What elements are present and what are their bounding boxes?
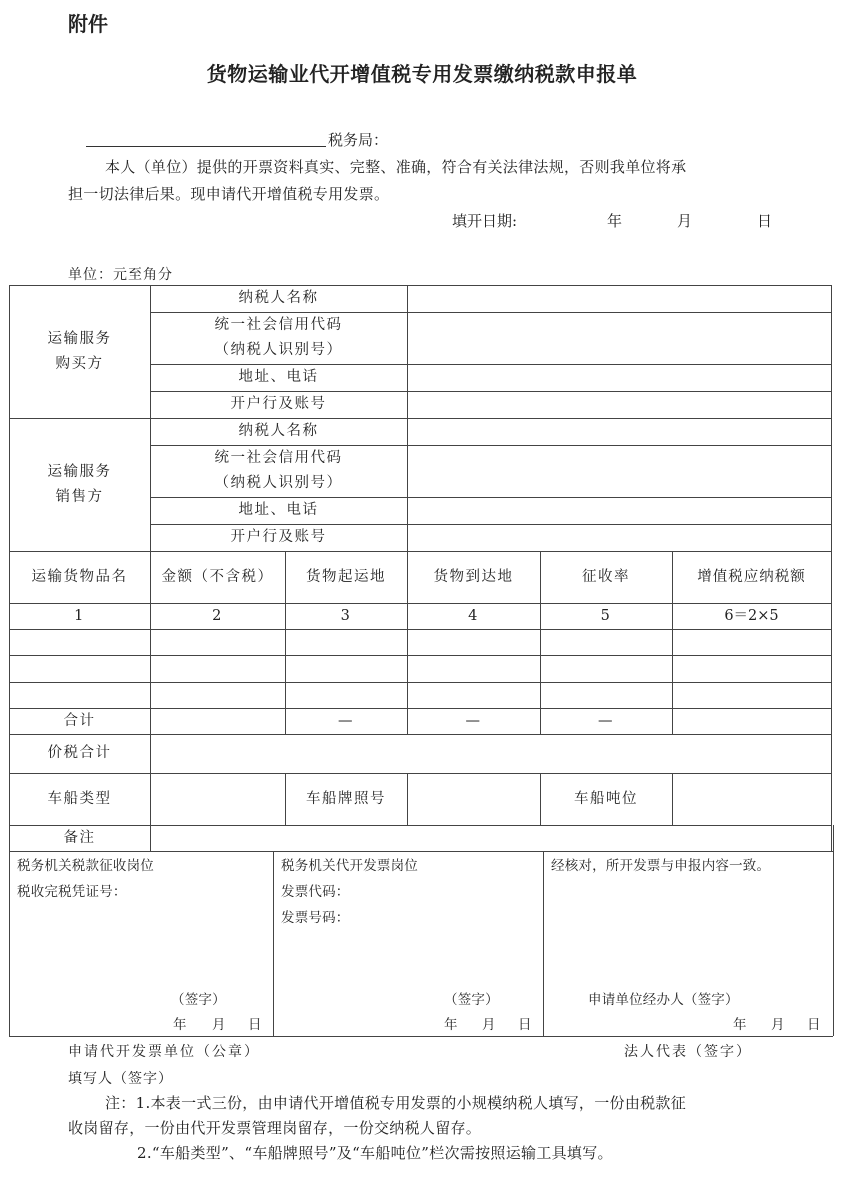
total-rate-dash: —	[598, 712, 614, 729]
seller-credit-code-label	[150, 445, 407, 497]
vehicle-plate-field[interactable]	[407, 773, 540, 825]
legal-rep-label: 法人代表（签字）	[624, 1044, 752, 1060]
price-tax-total-field[interactable]	[150, 734, 831, 773]
seller-address-field[interactable]	[407, 497, 831, 524]
collection-year: 年	[173, 1017, 187, 1033]
buyer-credit-code-line-1: 统一社会信用代码	[214, 317, 343, 333]
agent-year: 年	[733, 1017, 747, 1033]
filler-label: 填写人（签字）	[68, 1071, 173, 1087]
seller-credit-code-line-2: （纳税人识别号）	[214, 475, 343, 491]
buyer-address-field[interactable]	[407, 364, 831, 391]
col-number-5: 5	[600, 607, 612, 624]
buyer-group-line-2: 购买方	[55, 355, 104, 372]
invoicing-year: 年	[444, 1017, 458, 1033]
collection-sign-label: （签字）	[171, 992, 226, 1008]
buyer-bank-label: 开户行及账号	[230, 396, 327, 412]
agent-day: 日	[807, 1017, 821, 1033]
buyer-bank-field[interactable]	[407, 391, 831, 418]
unit-label: 单位：元至角分	[68, 267, 173, 283]
col-number-1: 1	[74, 607, 85, 624]
goods-header-name: 运输货物品名	[31, 568, 128, 585]
collection-day: 日	[248, 1017, 262, 1033]
buyer-name-field[interactable]	[407, 285, 831, 312]
col-number-6: 6＝2×5	[724, 607, 779, 624]
agent-month: 月	[771, 1017, 785, 1033]
note-2: 2.“车船类型”、“车船牌照号”及“车船吨位”栏次需按照运输工具填写。	[137, 1144, 613, 1162]
agent-sign-label: 申请单位经办人（签字）	[588, 992, 739, 1008]
date-month-label: 月	[677, 212, 693, 230]
vehicle-tonnage-field[interactable]	[672, 773, 831, 825]
vehicle-tonnage-label: 车船吨位	[574, 790, 638, 807]
applicant-seal-label: 申请代开发票单位（公章）	[68, 1044, 260, 1060]
total-origin-dash: —	[338, 712, 354, 729]
buyer-name-label: 纳税人名称	[238, 290, 319, 306]
invoicing-post-title: 税务机关代开发票岗位	[281, 858, 418, 874]
seller-name-field[interactable]	[407, 418, 831, 445]
col-number-2: 2	[212, 607, 223, 624]
col-number-3: 3	[340, 607, 352, 624]
collection-month: 月	[212, 1017, 226, 1033]
goods-header-vat: 增值税应纳税额	[697, 568, 806, 585]
date-day-label: 日	[757, 212, 773, 230]
buyer-credit-code-field[interactable]	[407, 312, 831, 364]
total-label: 合计	[63, 712, 96, 729]
seller-credit-code-line-1: 统一社会信用代码	[214, 450, 343, 466]
buyer-address-label: 地址、电话	[238, 369, 319, 385]
vehicle-plate-label: 车船牌照号	[306, 790, 386, 807]
seller-group-label	[9, 418, 150, 551]
date-year-label: 年	[607, 212, 623, 230]
goods-header-amount: 金额（不含税）	[161, 568, 274, 585]
invoice-number-label: 发票号码：	[281, 910, 350, 926]
seller-bank-field[interactable]	[407, 524, 831, 551]
goods-header-origin: 货物起运地	[306, 568, 386, 585]
note-1-line-1: 注：1.本表一式三份，由申请代开增值税专用发票的小规模纳税人填写，一份由税款征	[105, 1094, 687, 1112]
seller-address-label: 地址、电话	[238, 502, 319, 518]
date-label: 填开日期:	[452, 212, 518, 230]
tax-bureau-suffix: 税务局：	[328, 131, 389, 149]
goods-header-rate: 征收率	[582, 568, 630, 585]
buyer-credit-code-line-2: （纳税人识别号）	[214, 342, 343, 358]
invoicing-month: 月	[482, 1017, 496, 1033]
buyer-group-line-1: 运输服务	[47, 330, 112, 347]
collection-post-title: 税务机关税款征收岗位	[17, 858, 154, 874]
remarks-field[interactable]	[150, 825, 833, 851]
declaration-line-2: 担一切法律后果。现申请代开增值税专用发票。	[68, 185, 390, 203]
invoicing-sign-label: （签字）	[444, 992, 499, 1008]
note-1-line-2: 收岗留存，一份由代开发票管理岗留存，一份交纳税人留存。	[68, 1119, 482, 1137]
seller-credit-code-field[interactable]	[407, 445, 831, 497]
buyer-group-label	[9, 285, 150, 418]
seller-group-line-2: 销售方	[55, 488, 104, 505]
remarks-label: 备注	[63, 829, 96, 846]
seller-name-label: 纳税人名称	[238, 423, 319, 439]
invoice-code-label: 发票代码：	[281, 884, 350, 900]
col-number-4: 4	[468, 607, 479, 624]
invoicing-day: 日	[518, 1017, 532, 1033]
buyer-credit-code-label	[150, 312, 407, 364]
price-tax-total-label: 价税合计	[47, 745, 112, 761]
tax-bureau-blank	[86, 146, 326, 147]
verification-text: 经核对，所开发票与申报内容一致。	[551, 858, 771, 874]
tax-certificate-label: 税收完税凭证号：	[17, 884, 127, 900]
attachment-label: 附件	[68, 12, 108, 36]
declaration-line-1: 本人（单位）提供的开票资料真实、完整、准确，符合有关法律法规，否则我单位将承	[105, 158, 687, 176]
vehicle-type-label: 车船类型	[47, 790, 112, 807]
seller-bank-label: 开户行及账号	[230, 529, 327, 545]
form-title: 货物运输业代开增值税专用发票缴纳税款申报单	[206, 62, 638, 86]
goods-header-destination: 货物到达地	[433, 568, 514, 585]
seller-group-line-1: 运输服务	[47, 463, 112, 480]
total-destination-dash: —	[465, 712, 482, 729]
vehicle-type-field[interactable]	[150, 773, 285, 825]
